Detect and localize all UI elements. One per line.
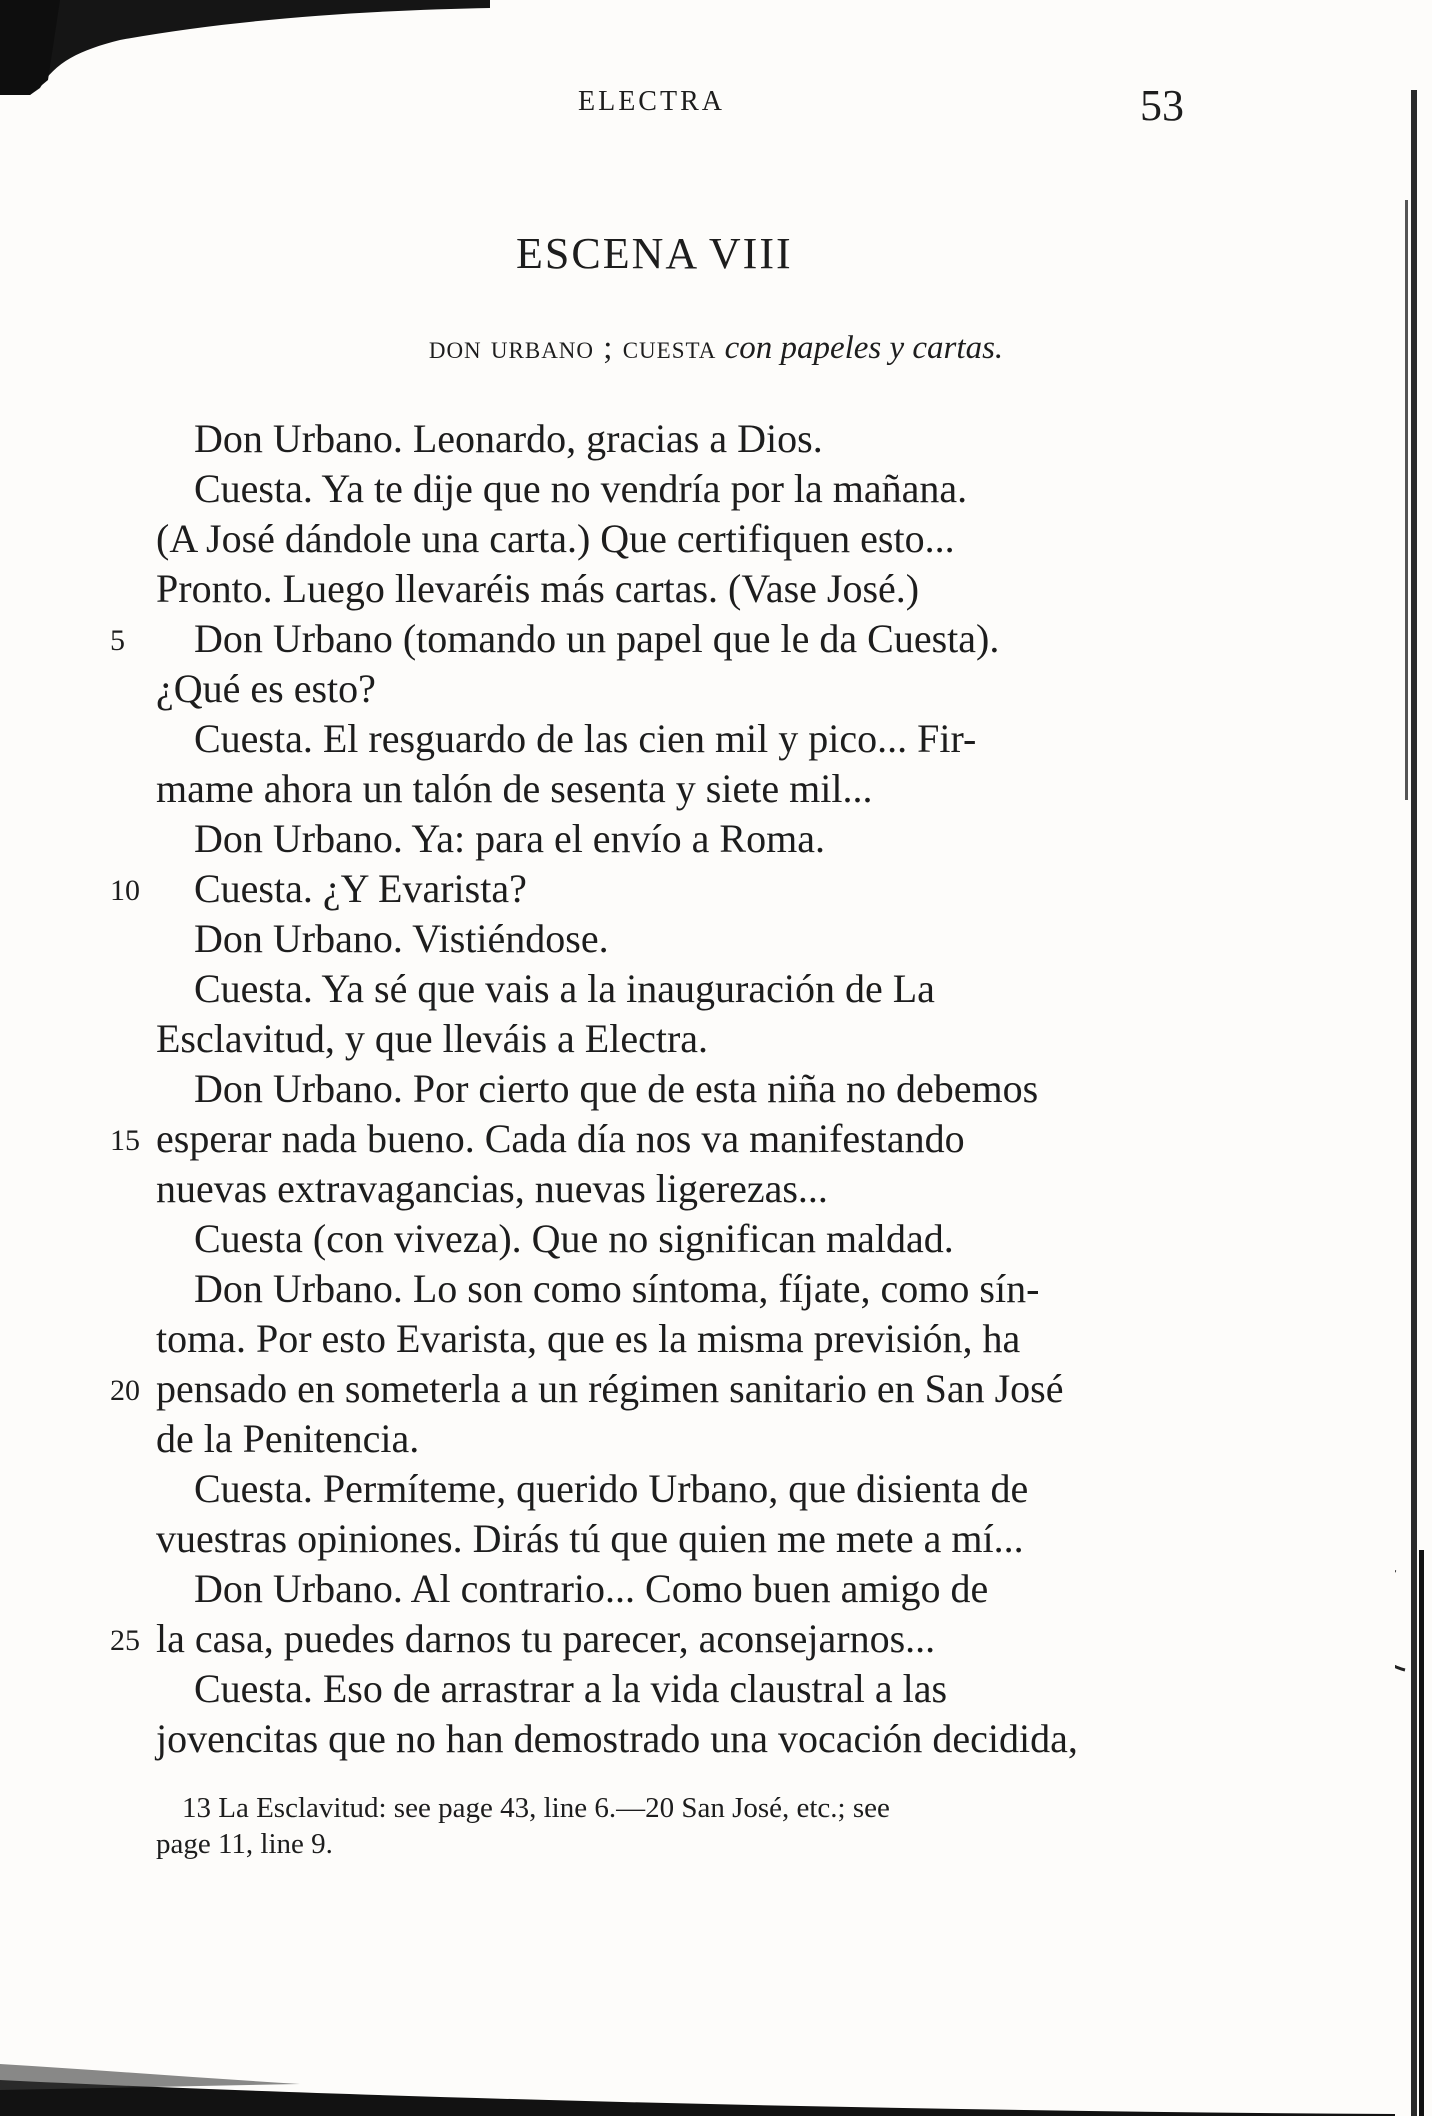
text-line-16 — [156, 1164, 1186, 1214]
line-text: esperar nada bueno. Cada día nos va manifestando — [156, 1116, 965, 1161]
page-number: 53 — [1140, 81, 1184, 130]
scan-edge-top-left — [0, 0, 490, 95]
text-line-25 — [110, 1614, 1186, 1664]
text-line-6 — [156, 664, 1186, 714]
line-text: Don Urbano. Lo son como síntoma, fíjate, como sín- — [194, 1266, 1040, 1311]
line-text: Pronto. Luego llevaréis más cartas. (Vase José.) — [156, 566, 920, 611]
text-line-17 — [156, 1214, 1186, 1264]
scan-edge-right — [1395, 0, 1432, 2116]
line-text: pensado en someterla a un régimen sanitario en San José — [156, 1366, 1064, 1411]
line-text: Esclavitud, y que lleváis a Electra. — [156, 1016, 709, 1061]
line-text: (A José dándole una carta.) Que certifiquen esto... — [156, 516, 955, 561]
dialogue-body — [110, 414, 1186, 1766]
line-text: mame ahora un talón de sesenta y siete mil... — [156, 766, 873, 811]
text-line-14 — [156, 1064, 1186, 1114]
line-text: Don Urbano. Por cierto que de esta niña no debemos — [194, 1066, 1039, 1111]
line-text: la casa, puedes darnos tu parecer, aconsejarnos... — [156, 1616, 936, 1661]
text-line-27 — [156, 1714, 1186, 1766]
line-number: 25 — [110, 1624, 140, 1657]
footnote-line-2: page 11, line 9. — [156, 1828, 333, 1860]
text-line-20 — [110, 1364, 1186, 1414]
line-number: 15 — [110, 1124, 140, 1157]
line-text: Don Urbano. Vistiéndose. — [194, 916, 609, 961]
line-text: Cuesta. El resguardo de las cien mil y pico... Fir- — [194, 716, 977, 761]
scene-title: ESCENA VIII — [516, 229, 793, 278]
line-text: Cuesta. Eso de arrastrar a la vida claustral a las — [194, 1666, 948, 1711]
line-text: Cuesta. Ya te dije que no vendría por la mañana. — [194, 466, 968, 511]
line-text: de la Penitencia. — [156, 1416, 420, 1461]
line-text: Cuesta. Permíteme, querido Urbano, que disienta de — [194, 1466, 1029, 1511]
line-text: Don Urbano. Al contrario... Como buen amigo de — [194, 1566, 989, 1611]
text-line-4 — [156, 564, 1186, 614]
text-line-1 — [156, 414, 1186, 464]
scan-edge-bottom — [0, 2040, 1432, 2116]
line-text: vuestras opiniones. Dirás tú que quien me mete a mí... — [156, 1516, 1024, 1561]
line-number: 10 — [110, 874, 140, 907]
text-line-23 — [156, 1514, 1186, 1564]
line-text: Cuesta. Ya sé que vais a la inauguración de La — [194, 966, 935, 1011]
text-line-13 — [156, 1014, 1186, 1064]
scene-characters-props: con papeles y cartas. — [724, 330, 1004, 366]
scene-characters — [0, 330, 1432, 367]
text-line-10 — [110, 864, 1186, 914]
text-line-9 — [156, 814, 1186, 864]
text-line-5 — [110, 614, 1186, 664]
line-number: 20 — [110, 1374, 140, 1407]
line-text: ¿Qué es esto? — [156, 666, 376, 711]
line-number: 5 — [110, 624, 125, 657]
scene-characters-names: don urbano ; cuesta — [428, 330, 717, 366]
text-line-11 — [156, 914, 1186, 964]
text-line-8 — [156, 764, 1186, 814]
text-line-18 — [156, 1264, 1186, 1314]
footnote — [156, 1790, 1186, 1862]
text-line-24 — [156, 1564, 1186, 1614]
text-line-22 — [156, 1464, 1186, 1514]
line-text: Cuesta. ¿Y Evarista? — [194, 866, 527, 911]
text-line-3 — [156, 514, 1186, 564]
footnote-line-1: 13 La Esclavitud: see page 43, line 6.—20 San José, etc.; see — [182, 1792, 890, 1824]
text-line-7 — [156, 714, 1186, 764]
line-text: toma. Por esto Evarista, que es la misma previsión, ha — [156, 1316, 1021, 1361]
line-text: Don Urbano (tomando un papel que le da Cuesta). — [194, 616, 1000, 661]
text-line-12 — [156, 964, 1186, 1014]
line-text: Cuesta (con viveza). Que no significan maldad. — [194, 1216, 954, 1261]
line-text: Don Urbano. Ya: para el envío a Roma. — [194, 816, 825, 861]
text-line-21 — [156, 1414, 1186, 1464]
text-line-15 — [110, 1114, 1186, 1164]
line-text: nuevas extravagancias, nuevas ligerezas... — [156, 1166, 828, 1211]
line-text: Don Urbano. Leonardo, gracias a Dios. — [194, 416, 823, 461]
running-title: ELECTRA — [578, 86, 725, 117]
text-line-19 — [156, 1314, 1186, 1364]
text-line-26 — [156, 1664, 1186, 1714]
line-text: jovencitas que no han demostrado una vocación decidida, — [156, 1716, 1078, 1761]
text-line-2 — [156, 464, 1186, 514]
